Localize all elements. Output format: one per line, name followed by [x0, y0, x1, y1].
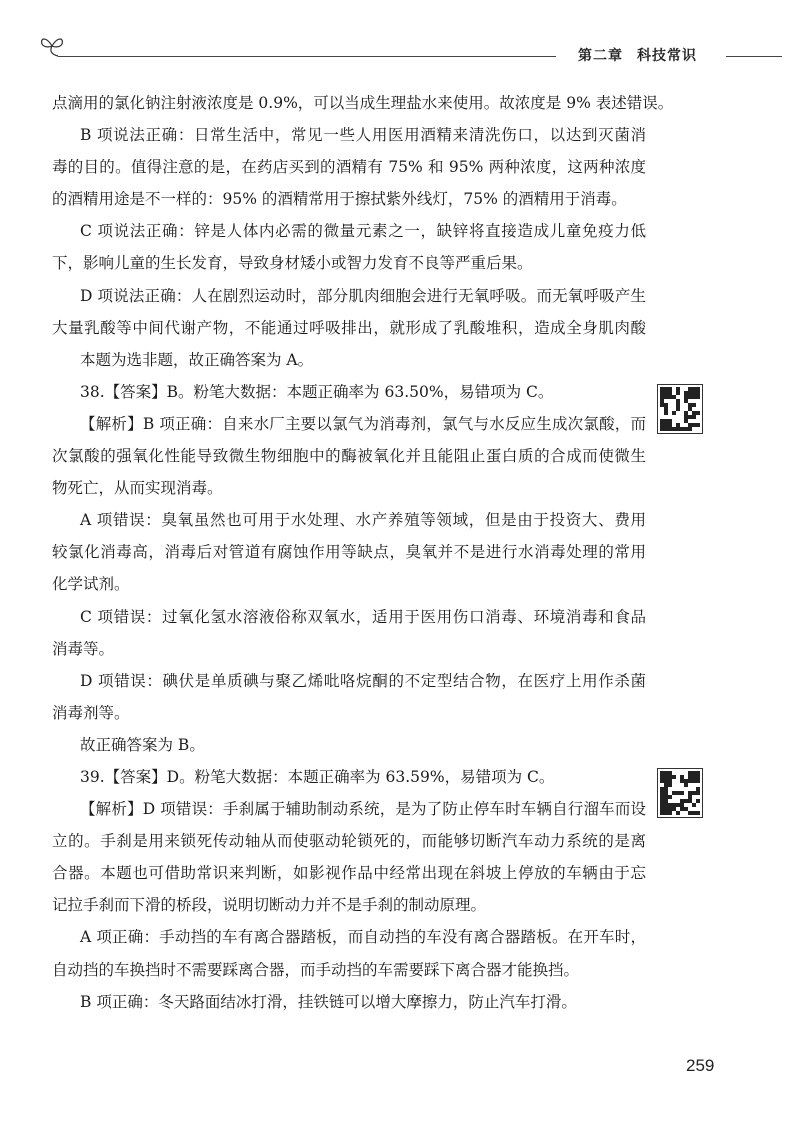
text-line: 大量乳酸等中间代谢产物，不能通过呼吸排出，就形成了乳酸堆积，造成全身肌肉酸 — [52, 318, 646, 337]
chapter-label: 第二章 — [578, 48, 623, 64]
text-line: D 项错误：碘伏是单质碘与聚乙烯吡咯烷酮的不定型结合物，在医疗上用作杀菌 — [80, 671, 646, 690]
text-line: B 项说法正确：日常生活中，常见一些人用医用酒精来清洗伤口，以达到灭菌消 — [80, 126, 646, 145]
text-line: 化学试剂。 — [52, 575, 130, 594]
text-line: 次氯酸的强氧化性能导致微生物细胞中的酶被氧化并且能阻止蛋白质的合成而使微生 — [52, 447, 646, 466]
text-line: 点滴用的氯化钠注射液浓度是 0.9%，可以当成生理盐水来使用。故浓度是 9% 表述错误。 — [52, 94, 674, 112]
text-line: 的酒精用途是不一样的：95% 的酒精常用于擦拭紫外线灯，75% 的酒精用于消毒。 — [52, 190, 627, 209]
page-number: 259 — [686, 1056, 715, 1075]
text-line: 消毒等。 — [52, 639, 115, 658]
text-line: B 项正确：冬天路面结冰打滑，挂铁链可以增大摩擦力，防止汽车打滑。 — [80, 992, 577, 1011]
text-line: D 项说法正确：人在剧烈运动时，部分肌肉细胞会进行无氧呼吸。而无氧呼吸产生 — [80, 286, 646, 305]
text-line: C 项说法正确：锌是人体内必需的微量元素之一，缺锌将直接造成儿童免疫力低 — [80, 222, 646, 241]
text-line: 较氯化消毒高，消毒后对管道有腐蚀作用等缺点，臭氧并不是进行水消毒处理的常用 — [52, 543, 646, 562]
text-line: 本题为选非题，故正确答案为 A。 — [80, 350, 314, 369]
text-line: 记拉手刹而下滑的桥段，说明切断动力并不是手刹的制动原理。 — [52, 896, 487, 915]
text-line: 立的。手刹是用来锁死传动轴从而使驱动轮锁死的，而能够切断汽车动力系统的是离 — [52, 832, 646, 851]
text-line: 物死亡，从而实现消毒。 — [52, 479, 223, 498]
qr-code-icon — [657, 384, 703, 434]
header-rule — [58, 56, 556, 57]
text-line: 【解析】B 项正确：自来水厂主要以氯气为消毒剂，氯气与水反应生成次氯酸，而 — [80, 414, 646, 433]
text-line: 毒的目的。值得注意的是，在药店买到的酒精有 75% 和 95% 两种浓度，这两种浓度 — [52, 158, 646, 177]
text-line: 39.【答案】D。粉笔大数据：本题正确率为 63.59%，易错项为 C。 — [80, 767, 555, 786]
text-line: 下，影响儿童的生长发育，导致身材矮小或智力发育不良等严重后果。 — [52, 254, 533, 273]
page-body — [52, 87, 674, 1018]
header-rule-right — [726, 56, 782, 57]
text-line: 38.【答案】B。粉笔大数据：本题正确率为 63.50%，易错项为 C。 — [80, 382, 554, 401]
text-line: A 项正确：手动挡的车有离合器踏板，而自动挡的车没有离合器踏板。在开车时， — [80, 928, 646, 947]
text-line: C 项错误：过氧化氢水溶液俗称双氧水，适用于医用伤口消毒、环境消毒和食品 — [80, 607, 646, 626]
qr-code-icon — [657, 768, 703, 818]
text-line: 消毒剂等。 — [52, 703, 130, 722]
text-line: 故正确答案为 B。 — [80, 735, 205, 754]
text-line: 自动挡的车换挡时不需要踩离合器，而手动挡的车需要踩下离合器才能换挡。 — [52, 960, 580, 979]
text-line: A 项错误：臭氧虽然也可用于水处理、水产养殖等领域，但是由于投资大、费用 — [80, 511, 646, 530]
running-header — [578, 45, 711, 65]
section-label: 科技常识 — [637, 48, 697, 64]
text-line: 【解析】D 项错误：手刹属于辅助制动系统，是为了防止停车时车辆自行溜车而设 — [80, 800, 646, 819]
text-line: 合器。本题也可借助常识来判断，如影视作品中经常出现在斜坡上停放的车辆由于忘 — [52, 864, 646, 883]
